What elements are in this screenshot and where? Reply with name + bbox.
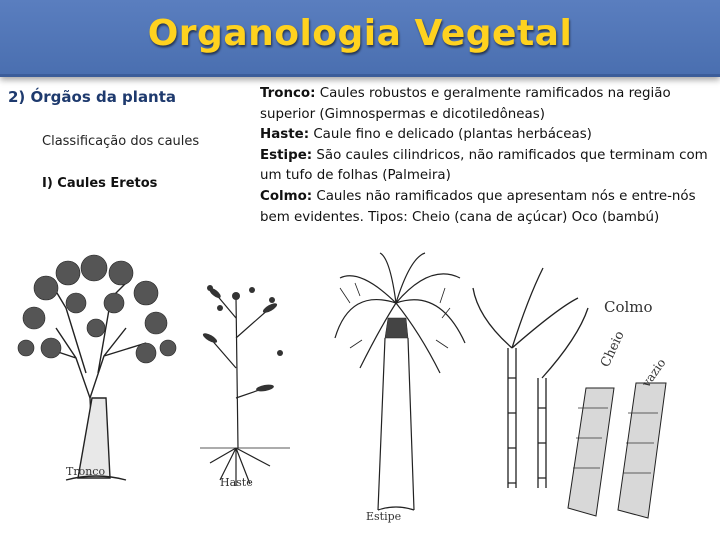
vazio-caption: vazio — [638, 356, 669, 390]
classification-label: Classificação dos caules — [42, 134, 200, 149]
definition-tronco — [260, 84, 716, 125]
definition-term: Tronco: — [260, 86, 316, 101]
definition-term: Haste: — [260, 127, 310, 143]
tronco-caption: Tronco — [66, 465, 106, 478]
definition-term: Colmo: — [260, 188, 313, 204]
estipe-caption: Estipe — [366, 510, 402, 523]
definition-estipe — [260, 146, 716, 187]
definition-text: Caule fino e delicado (plantas herbáceas) — [309, 127, 592, 143]
haste-caption: Haste — [220, 476, 253, 489]
estipe-illustration — [330, 248, 470, 538]
definition-haste — [260, 125, 716, 146]
page-title: Organologia Vegetal — [147, 12, 573, 54]
definition-colmo — [260, 187, 716, 228]
colmo-illustration — [468, 248, 718, 528]
definitions-list — [260, 84, 716, 228]
section-heading: 2) Órgãos da planta — [8, 88, 177, 106]
definition-text: Caules robustos e geralmente ramificados na região superior (Gimnospermas e dicotiledôneas) — [260, 86, 671, 122]
haste-illustration — [190, 248, 300, 493]
definition-text: Caules não ramificados que apresentam nós e entre-nós bem evidentes. Tipos: Cheio (cana de açúcar) Oco (bambú) — [260, 188, 696, 225]
title-bar — [0, 0, 720, 77]
colmo-caption: Colmo — [604, 298, 653, 316]
cheio-caption: Cheio — [598, 328, 628, 370]
subtype-label: I) Caules Eretos — [42, 176, 158, 191]
definition-text: São caules cilindricos, não ramificados que terminam com um tufo de folhas (Palmeira) — [260, 147, 708, 184]
tronco-illustration — [6, 248, 186, 488]
definition-term: Estipe: — [260, 147, 313, 163]
